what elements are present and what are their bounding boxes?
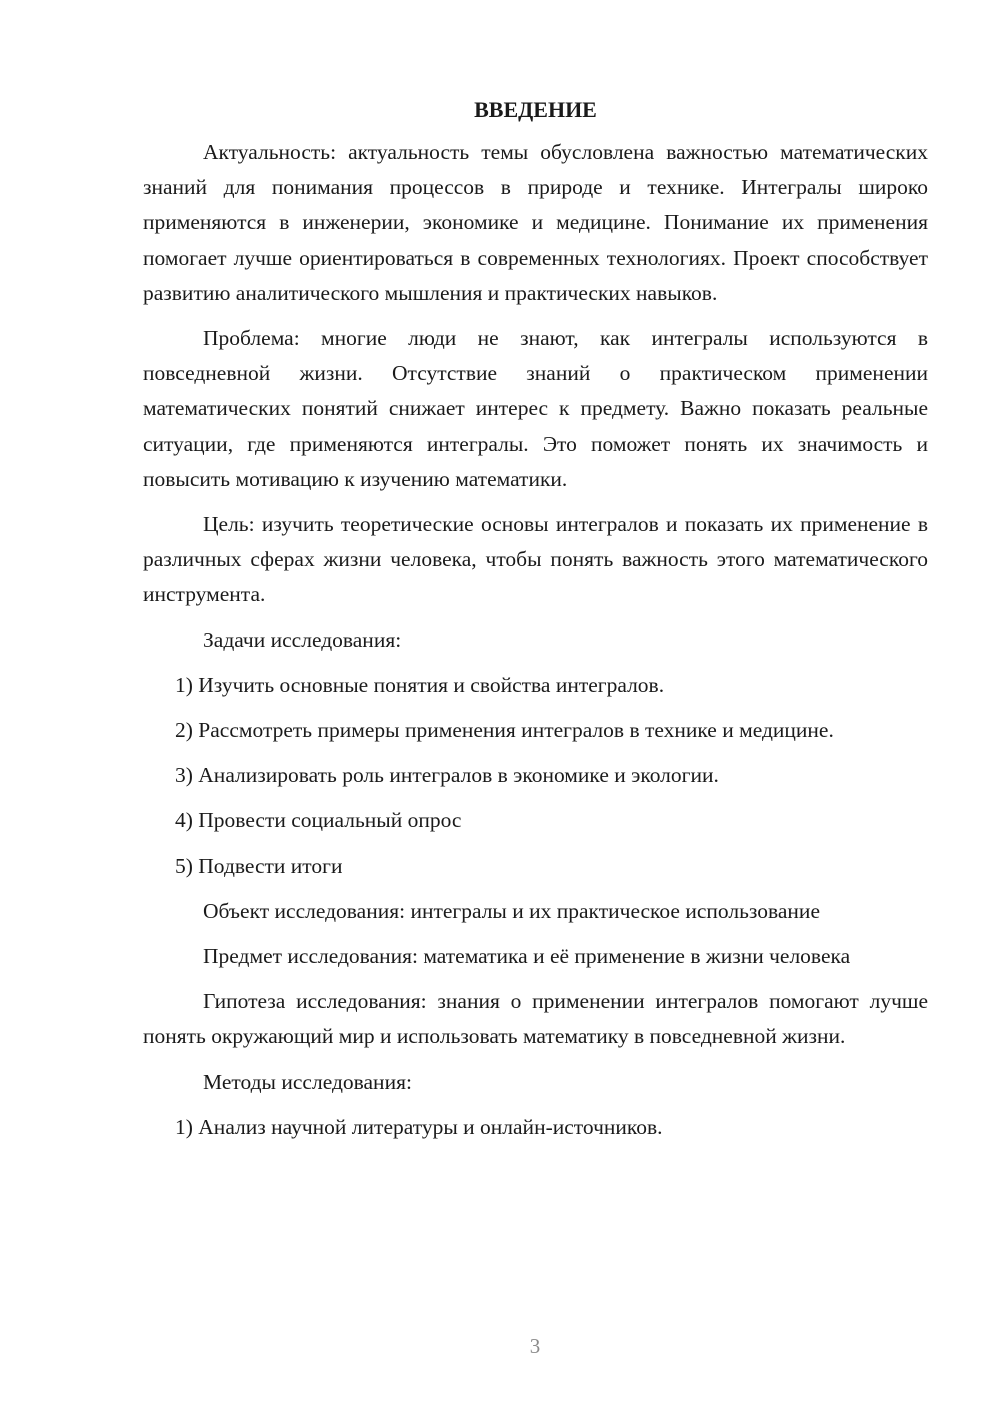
page-title: ВВЕДЕНИЕ <box>474 97 597 122</box>
relevance-paragraph: Актуальность: актуальность темы обусловлена важностью математических знаний для понимания процессов в природе и технике. Интегралы широко применяются в инженерии, экономике и медицине. Понимание их применения помогает лучше ориентироваться в современных технологиях. Проект способствует развитию аналитического мышления и практических навыков. <box>143 140 928 305</box>
tasks-heading: Задачи исследования: <box>203 627 402 652</box>
object-paragraph: Объект исследования: интегралы и их практическое использование <box>203 898 820 923</box>
task-item: 5) Подвести итоги <box>175 853 343 878</box>
page-content <box>143 94 928 1155</box>
problem-paragraph: Проблема: многие люди не знают, как интегралы используются в повседневной жизни. Отсутствие знаний о практическом применении математических понятий снижает интерес к предмету. Важно показать реальные ситуации, где применяются интегралы. Это поможет понять их значимость и повысить мотивацию к изучению математики. <box>143 326 928 491</box>
subject-paragraph: Предмет исследования: математика и её применение в жизни человека <box>203 944 851 969</box>
method-item: 1) Анализ научной литературы и онлайн-источников. <box>175 1114 663 1139</box>
goal-paragraph: Цель: изучить теоретические основы интегралов и показать их применение в различных сферах жизни человека, чтобы понять важность этого математического инструмента. <box>143 512 928 607</box>
page-number: 3 <box>529 1334 541 1358</box>
task-item: 4) Провести социальный опрос <box>175 808 462 833</box>
methods-heading: Методы исследования: <box>203 1069 412 1094</box>
task-item: 2) Рассмотреть примеры применения интегралов в технике и медицине. <box>175 718 834 743</box>
task-item: 1) Изучить основные понятия и свойства интегралов. <box>175 672 665 697</box>
hypothesis-paragraph: Гипотеза исследования: знания о применении интегралов помогают лучше понять окружающий мир и использовать математику в повседневной жизни. <box>143 989 928 1049</box>
task-item: 3) Анализировать роль интегралов в экономике и экологии. <box>175 763 719 788</box>
